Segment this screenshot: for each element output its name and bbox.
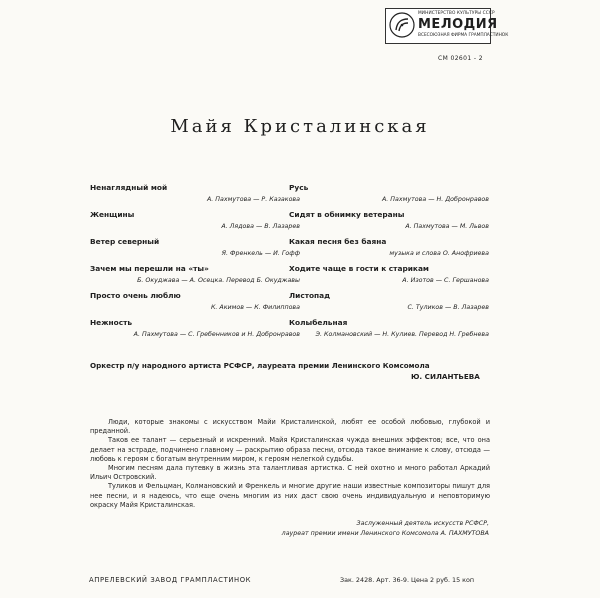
track-authors: музыка и слова О. Анофриева: [389, 250, 489, 257]
track-authors: А. Пахмутова — Н. Добронравов: [382, 196, 489, 203]
track-authors: Б. Окуджава — А. Осецка. Перевод Б. Окуджавы: [137, 277, 300, 284]
track-item: [289, 291, 489, 311]
track-authors: К. Акимов — К. Филиппова: [210, 304, 300, 311]
order-info: Зак. 2428. Арт. 36-9. Цена 2 руб. 15 коп: [340, 576, 475, 584]
track-item: [289, 183, 489, 203]
track-name: Ветер северный: [90, 237, 160, 246]
tracklist-side-2: [289, 183, 489, 345]
track-name: Сидят в обнимку ветераны: [289, 210, 405, 219]
track-name: Просто очень люблю: [90, 291, 181, 300]
track-authors: Э. Колмановский — Н. Кулиев. Перевод Н. Гребнева: [315, 331, 489, 338]
track-name: Ненаглядный мой: [90, 183, 168, 192]
track-item: [90, 291, 300, 311]
factory-name: АПРЕЛЕВСКИЙ ЗАВОД ГРАМПЛАСТИНОК: [89, 576, 252, 584]
album-title: Майя Кристалинская: [170, 116, 430, 137]
liner-paragraph: Люди, которые знакомы с искусством Майи Кристалинской, любят ее особой любовью, глубокой и преданной.: [90, 418, 490, 436]
liner-paragraph: Многим песням дала путевку в жизнь эта талантливая артистка. С ней охотно и много работал Аркадий Ильич Островский.: [90, 464, 490, 482]
logo-ministry-text: МИНИСТЕРСТВО КУЛЬТУРЫ СССР: [418, 11, 495, 16]
track-authors: А. Лядова — В. Лазарев: [221, 223, 300, 230]
signature-author: лауреат премии имени Ленинского Комсомола А. ПАХМУТОВА: [281, 530, 489, 537]
logo-firm-text: ВСЕСОЮЗНАЯ ФИРМА ГРАМПЛАСТИНОК: [418, 33, 509, 38]
track-item: [289, 210, 489, 230]
track-name: Нежность: [90, 318, 133, 327]
track-item: [90, 210, 300, 230]
track-name: Зачем мы перешли на «ты»: [90, 264, 209, 273]
track-name: Русь: [289, 183, 309, 192]
track-item: [289, 264, 489, 284]
liner-paragraph: Туликов и Фельцман, Колмановский и Френкель и многие другие наши известные композиторы пишут для нее песни, и я надеюсь, что еще очень многим из них даст свою очень индивидуальную и неповторимую окраску Майя Кристалинская.: [90, 482, 490, 509]
conductor-name: Ю. СИЛАНТЬЕВА: [411, 372, 480, 381]
track-authors: С. Туликов — В. Лазарев: [407, 304, 489, 311]
catalog-number: СМ 02601 - 2: [438, 55, 483, 62]
track-item: [90, 183, 300, 203]
track-item: [90, 237, 300, 257]
track-item: [90, 318, 300, 338]
liner-notes: [90, 418, 490, 510]
track-name: Колыбельная: [289, 318, 348, 327]
melodiya-logo: [385, 8, 509, 44]
liner-paragraph: Таков ее талант — серьезный и искренний. Майя Кристалинская чужда внешних эффектов; все, что она делает на эстраде, подчинено главному — раскрытию образа песни, отсюда такое внимание к слову, отсюда — любовь к героям с богатым внутренним миром, к героям нелегкой судьбы.: [90, 436, 490, 463]
melodiya-logo-icon: [389, 12, 415, 38]
track-name: Ходите чаще в гости к старикам: [289, 264, 429, 273]
track-name: Листопад: [289, 291, 331, 300]
track-authors: А. Пахмутова — Р. Казакова: [206, 196, 300, 203]
track-item: [289, 318, 489, 338]
track-item: [90, 264, 300, 284]
track-item: [289, 237, 489, 257]
track-authors: А. Пахмутова — М. Львов: [405, 223, 489, 230]
orchestra-credit: Оркестр п/у народного артиста РСФСР, лауреата премии Ленинского Комсомола: [90, 361, 430, 370]
signature-title: Заслуженный деятель искусств РСФСР,: [356, 520, 489, 527]
track-authors: А. Пахмутова — С. Гребенников и Н. Добронравов: [133, 331, 300, 338]
track-authors: Я. Френкель — И. Гофф: [221, 250, 300, 257]
track-authors: А. Изотов — С. Гершанова: [402, 277, 489, 284]
track-name: Женщины: [90, 210, 135, 219]
tracklist-side-1: [90, 183, 300, 345]
logo-brand-text: МЕЛОДИЯ: [418, 17, 498, 32]
track-name: Какая песня без баяна: [289, 237, 387, 246]
